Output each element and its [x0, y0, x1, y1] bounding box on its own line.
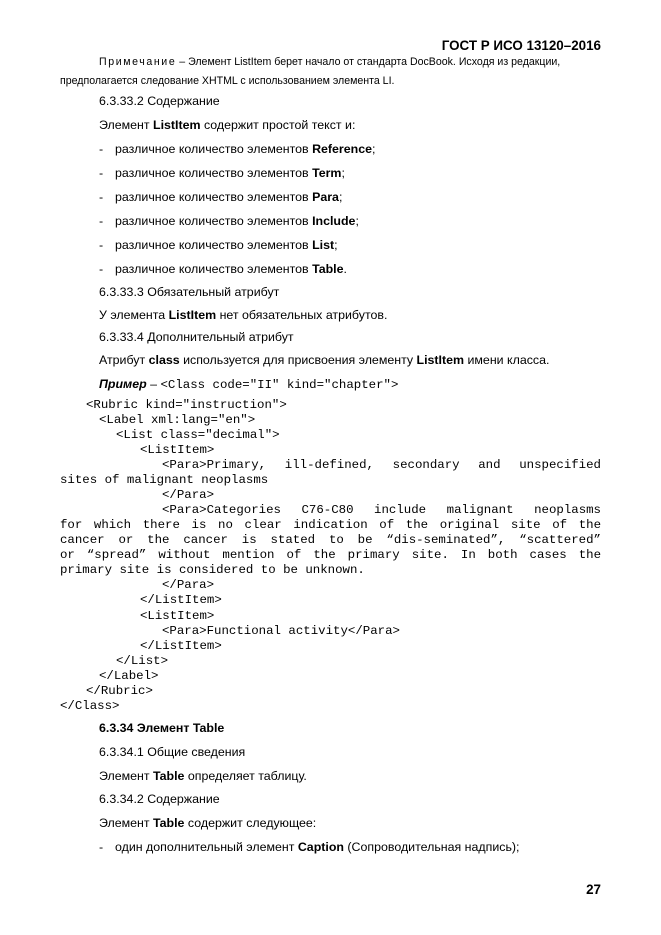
element-name: ListItem: [416, 353, 465, 367]
text-run: различное количество элементов: [115, 190, 313, 204]
bullet-dash: -: [99, 262, 104, 276]
code-line: <Para>Categories C76-C80 include malignant neoplasms: [162, 503, 601, 517]
list-item: [99, 262, 347, 276]
code-line: <Label xml:lang="en">: [99, 413, 256, 427]
bullet-dash: -: [99, 190, 104, 204]
text-run: .: [343, 262, 347, 276]
code-line: </ListItem>: [140, 639, 222, 653]
paragraph-listitem-content: [99, 118, 355, 132]
text-run: различное количество элементов: [115, 166, 313, 180]
text-run: Элемент: [99, 118, 153, 132]
text-run: Элемент: [99, 816, 153, 830]
code-line: </Para>: [162, 578, 215, 592]
section-heading-63333: 6.3.33.3 Обязательный атрибут: [99, 285, 280, 299]
code-line: sites of malignant neoplasms: [60, 473, 269, 487]
text-run: содержит простой текст и:: [200, 118, 356, 132]
bullet-dash: -: [99, 238, 104, 252]
element-name: Term: [312, 166, 342, 180]
list-item: [99, 142, 376, 156]
text-run: различное количество элементов: [115, 142, 313, 156]
element-name: Include: [312, 214, 356, 228]
element-name: Para: [312, 190, 339, 204]
page-number: 27: [586, 882, 601, 897]
code-line: </ListItem>: [140, 593, 222, 607]
text-run: ;: [334, 238, 338, 252]
example-label: Пример: [99, 377, 147, 391]
code-line: <ListItem>: [140, 443, 215, 457]
note-text-1: – Элемент ListItem берет начало от стандарта DocBook. Исходя из редакции,: [176, 56, 561, 68]
paragraph-table-contents: [99, 816, 316, 830]
example-dash: –: [146, 377, 161, 391]
code-line: <Para>Primary, ill-defined, secondary and unspecified: [162, 458, 601, 472]
code-line: </Para>: [162, 488, 215, 502]
element-name: ListItem: [153, 118, 201, 132]
text-run: нет обязательных атрибутов.: [216, 308, 388, 322]
element-name: ListItem: [168, 308, 217, 322]
code-line: primary site is considered to be unknown.: [60, 563, 365, 577]
text-run: различное количество элементов: [115, 262, 313, 276]
paragraph-optional-attr: [99, 353, 549, 367]
code-line: </List>: [116, 654, 169, 668]
code-line: <Rubric kind="instruction">: [86, 398, 287, 412]
list-item: [99, 190, 343, 204]
text-run: ;: [341, 166, 345, 180]
paragraph-table-defines: [99, 769, 307, 783]
section-heading-6334: 6.3.34 Элемент Table: [99, 721, 225, 735]
text-run: имени класса.: [464, 353, 550, 367]
element-name: Reference: [312, 142, 372, 156]
text-run: Атрибут: [99, 353, 149, 367]
code-line: </Rubric>: [86, 684, 153, 698]
code-line: or “spread” without mention of the primary site. In both cases the: [60, 548, 601, 562]
bullet-dash: -: [99, 142, 104, 156]
code-line: <List class="decimal">: [116, 428, 280, 442]
bullet-dash: -: [99, 166, 104, 180]
code-line: <ListItem>: [140, 609, 215, 623]
text-run: (Сопроводительная надпись);: [343, 840, 520, 854]
note-label: Примечание: [99, 56, 177, 68]
list-item: [99, 166, 345, 180]
list-item: [99, 238, 338, 252]
text-run: различное количество элементов: [115, 238, 313, 252]
list-item: [99, 214, 359, 228]
element-name: List: [312, 238, 335, 252]
text-run: ;: [371, 142, 376, 156]
code-line: </Label>: [99, 669, 159, 683]
text-run: содержит следующее:: [184, 816, 317, 830]
code-line: <Para>Functional activity</Para>: [162, 624, 400, 638]
text-run: различное количество элементов: [115, 214, 313, 228]
code-line: for which there is no clear indication of the original site of the: [60, 518, 601, 532]
text-run: ;: [338, 190, 343, 204]
bullet-dash: -: [99, 214, 104, 228]
text-run: У элемента: [99, 308, 169, 322]
section-heading-63334: 6.3.33.4 Дополнительный атрибут: [99, 330, 294, 344]
code-line: cancer or the cancer is stated to be “dis-seminated”, “scattered”: [60, 533, 601, 547]
section-heading-63332: 6.3.33.2 Содержание: [99, 94, 220, 108]
bullet-dash: -: [99, 840, 104, 854]
text-run: ;: [355, 214, 359, 228]
note-line-1: [99, 56, 560, 68]
note-line-2: предполагается следование XHTML с использованием элемента LI.: [60, 75, 395, 87]
section-heading-63341: 6.3.34.1 Общие сведения: [99, 745, 246, 759]
code-line: </Class>: [60, 699, 120, 713]
element-name: Table: [153, 769, 185, 783]
element-name: Caption: [297, 840, 344, 854]
standard-header: ГОСТ Р ИСО 13120–2016: [441, 38, 601, 53]
code-line: <Class code="II" kind="chapter">: [160, 378, 399, 392]
element-name: Table: [153, 816, 185, 830]
element-name: Table: [312, 262, 344, 276]
text-run: один дополнительный элемент: [115, 840, 298, 854]
text-run: используется для присвоения элементу: [179, 353, 417, 367]
text-run: Элемент: [99, 769, 153, 783]
text-run: определяет таблицу.: [184, 769, 307, 783]
paragraph-required-attr: [99, 308, 387, 322]
section-heading-63342: 6.3.34.2 Содержание: [99, 792, 220, 806]
list-item: [99, 840, 520, 854]
attribute-name: class: [148, 353, 180, 367]
example-first-line: [99, 375, 398, 393]
